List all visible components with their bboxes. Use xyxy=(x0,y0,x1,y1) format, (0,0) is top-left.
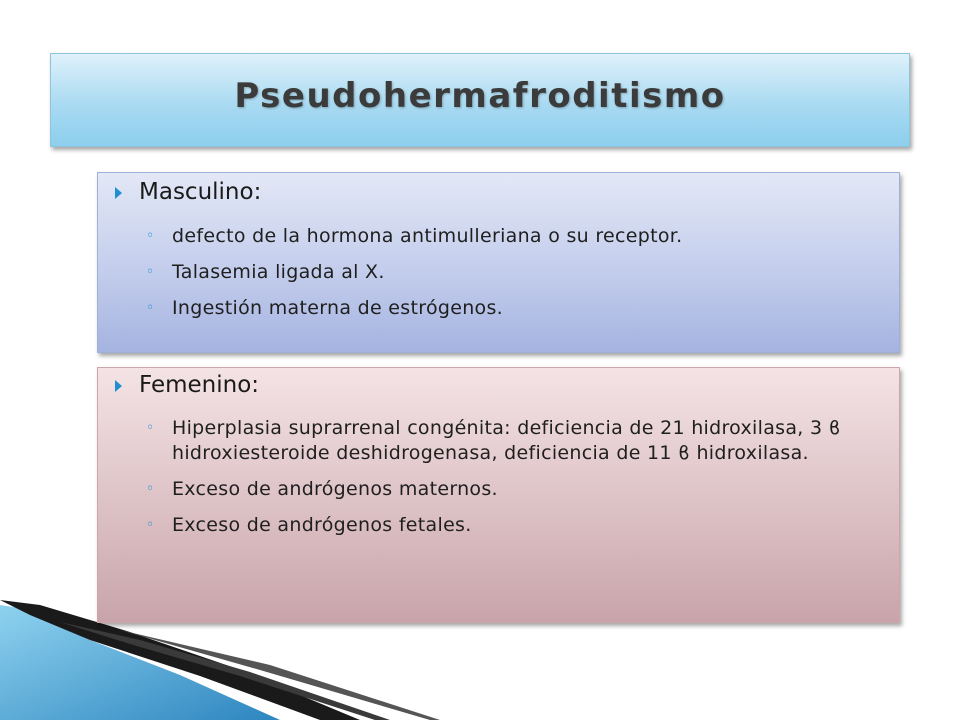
ring-icon: ◦ xyxy=(146,264,155,280)
ring-icon: ◦ xyxy=(146,300,155,316)
triangle-right-icon xyxy=(115,187,122,199)
section-heading-label: Masculino: xyxy=(139,179,262,205)
section-heading xyxy=(115,372,259,398)
list-item xyxy=(146,416,879,466)
ring-icon: ◦ xyxy=(146,420,155,436)
section-heading xyxy=(115,179,261,205)
list-item xyxy=(146,477,879,502)
list-item xyxy=(146,260,879,285)
list-item xyxy=(146,296,879,321)
femenino-box xyxy=(97,367,900,623)
list-item-text: Ingestión materna de estrógenos. xyxy=(172,297,504,319)
ring-icon: ◦ xyxy=(146,228,155,244)
list-item-text: Talasemia ligada al X. xyxy=(172,261,385,283)
bullet-list xyxy=(146,416,879,549)
list-item-text: Exceso de andrógenos maternos. xyxy=(172,478,498,500)
slide-title: Pseudohermafroditismo xyxy=(234,76,726,116)
masculino-box xyxy=(97,172,900,353)
section-heading-label: Femenino: xyxy=(139,372,260,398)
triangle-right-icon xyxy=(115,380,122,392)
bullet-list xyxy=(146,224,879,332)
ring-icon: ◦ xyxy=(146,481,155,497)
ring-icon: ◦ xyxy=(146,517,155,533)
list-item-text: Exceso de andrógenos fetales. xyxy=(172,514,472,536)
list-item-text: defecto de la hormona antimulleriana o su receptor. xyxy=(172,225,683,247)
list-item xyxy=(146,224,879,249)
list-item-text: Hiperplasia suprarrenal congénita: deficiencia de 21 hidroxilasa, 3 ϐ hidroxiesteroide deshidrogenasa, deficiencia de 11 ϐ hidroxilasa. xyxy=(172,417,841,464)
title-box xyxy=(50,53,910,147)
list-item xyxy=(146,513,879,538)
